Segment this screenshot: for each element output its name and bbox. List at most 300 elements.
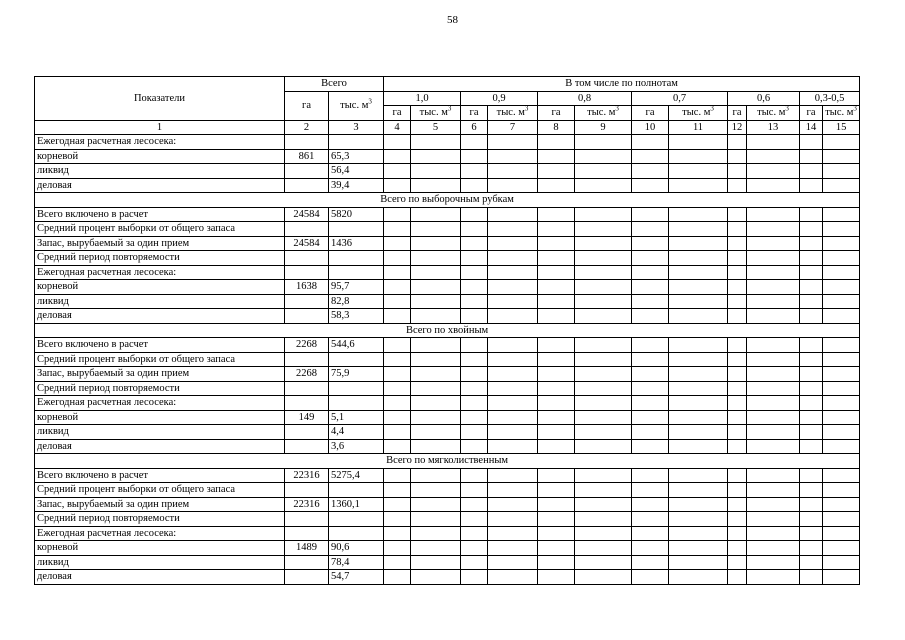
empty-cell <box>728 280 747 295</box>
empty-cell <box>800 294 823 309</box>
empty-cell <box>488 410 538 425</box>
empty-cell <box>747 526 800 541</box>
empty-cell <box>384 439 411 454</box>
empty-cell <box>411 338 461 353</box>
row-label: Ежегодная расчетная лесосека: <box>35 396 285 411</box>
empty-cell <box>538 280 575 295</box>
empty-cell <box>461 149 488 164</box>
table-row <box>35 512 860 527</box>
empty-cell <box>488 207 538 222</box>
empty-cell <box>800 468 823 483</box>
row-total-ha: 1638 <box>285 280 329 295</box>
empty-cell <box>488 381 538 396</box>
empty-cell <box>728 483 747 498</box>
row-label: деловая <box>35 309 285 324</box>
empty-cell <box>800 439 823 454</box>
row-total-ha: 24584 <box>285 207 329 222</box>
empty-cell <box>632 352 669 367</box>
density-header: 0,3-0,5 <box>800 91 860 106</box>
empty-cell <box>384 338 411 353</box>
empty-cell <box>384 425 411 440</box>
row-label: Средний период повторяемости <box>35 381 285 396</box>
empty-cell <box>411 555 461 570</box>
empty-cell <box>384 526 411 541</box>
column-number: 8 <box>538 120 575 135</box>
empty-cell <box>800 570 823 585</box>
total-m3-header: тыс. $м^3$ <box>329 91 384 120</box>
empty-cell <box>538 265 575 280</box>
empty-cell <box>384 410 411 425</box>
empty-cell <box>575 526 632 541</box>
empty-cell <box>488 367 538 382</box>
empty-cell <box>538 164 575 179</box>
row-total-ha <box>285 352 329 367</box>
empty-cell <box>575 265 632 280</box>
column-number: 7 <box>488 120 538 135</box>
m3-header: тыс. $м^3$ <box>488 106 538 121</box>
row-label: Средний процент выборки от общего запаса <box>35 222 285 237</box>
row-total-ha <box>285 425 329 440</box>
empty-cell <box>669 251 728 266</box>
including-header: В том числе по полнотам <box>384 77 860 92</box>
empty-cell <box>747 149 800 164</box>
empty-cell <box>632 468 669 483</box>
empty-cell <box>728 381 747 396</box>
row-total-m3: 1436 <box>329 236 384 251</box>
column-number: 12 <box>728 120 747 135</box>
empty-cell <box>669 367 728 382</box>
ha-header: га <box>800 106 823 121</box>
empty-cell <box>538 309 575 324</box>
table-row <box>35 338 860 353</box>
section-row <box>35 193 860 208</box>
empty-cell <box>538 439 575 454</box>
empty-cell <box>384 135 411 150</box>
page-number: 58 <box>447 14 458 26</box>
empty-cell <box>728 555 747 570</box>
empty-cell <box>728 526 747 541</box>
table-row <box>35 207 860 222</box>
empty-cell <box>800 309 823 324</box>
empty-cell <box>747 164 800 179</box>
row-total-m3 <box>329 526 384 541</box>
row-total-ha <box>285 135 329 150</box>
empty-cell <box>411 207 461 222</box>
row-total-ha: 24584 <box>285 236 329 251</box>
empty-cell <box>669 483 728 498</box>
empty-cell <box>800 367 823 382</box>
empty-cell <box>669 352 728 367</box>
row-total-ha <box>285 396 329 411</box>
empty-cell <box>488 439 538 454</box>
empty-cell <box>800 381 823 396</box>
table-row <box>35 526 860 541</box>
empty-cell <box>800 207 823 222</box>
empty-cell <box>461 294 488 309</box>
row-total-m3 <box>329 251 384 266</box>
empty-cell <box>728 265 747 280</box>
row-total-m3 <box>329 352 384 367</box>
column-number: 15 <box>823 120 860 135</box>
column-number: 13 <box>747 120 800 135</box>
empty-cell <box>488 265 538 280</box>
table-row <box>35 396 860 411</box>
empty-cell <box>800 251 823 266</box>
table-row <box>35 265 860 280</box>
empty-cell <box>669 425 728 440</box>
empty-cell <box>747 512 800 527</box>
empty-cell <box>823 497 860 512</box>
empty-cell <box>632 338 669 353</box>
m3-header: тыс. $м^3$ <box>575 106 632 121</box>
row-label: ликвид <box>35 555 285 570</box>
empty-cell <box>747 135 800 150</box>
empty-cell <box>747 381 800 396</box>
density-header: 0,6 <box>728 91 800 106</box>
empty-cell <box>411 178 461 193</box>
empty-cell <box>632 439 669 454</box>
section-row <box>35 454 860 469</box>
row-total-m3: 90,6 <box>329 541 384 556</box>
row-label: корневой <box>35 280 285 295</box>
empty-cell <box>488 396 538 411</box>
empty-cell <box>461 367 488 382</box>
row-label: Средний процент выборки от общего запаса <box>35 352 285 367</box>
empty-cell <box>632 236 669 251</box>
empty-cell <box>800 396 823 411</box>
empty-cell <box>632 164 669 179</box>
empty-cell <box>575 541 632 556</box>
empty-cell <box>669 338 728 353</box>
empty-cell <box>488 164 538 179</box>
empty-cell <box>823 410 860 425</box>
empty-cell <box>488 280 538 295</box>
empty-cell <box>411 425 461 440</box>
empty-cell <box>632 570 669 585</box>
empty-cell <box>823 396 860 411</box>
empty-cell <box>823 251 860 266</box>
empty-cell <box>728 222 747 237</box>
ha-header: га <box>728 106 747 121</box>
empty-cell <box>728 294 747 309</box>
empty-cell <box>538 352 575 367</box>
empty-cell <box>411 468 461 483</box>
empty-cell <box>538 512 575 527</box>
empty-cell <box>461 164 488 179</box>
empty-cell <box>538 135 575 150</box>
row-label: Средний период повторяемости <box>35 251 285 266</box>
empty-cell <box>488 468 538 483</box>
empty-cell <box>461 178 488 193</box>
empty-cell <box>747 410 800 425</box>
density-header: 1,0 <box>384 91 461 106</box>
empty-cell <box>728 207 747 222</box>
empty-cell <box>461 468 488 483</box>
empty-cell <box>800 526 823 541</box>
empty-cell <box>575 309 632 324</box>
density-header: 0,8 <box>538 91 632 106</box>
row-label: деловая <box>35 570 285 585</box>
empty-cell <box>411 483 461 498</box>
empty-cell <box>384 367 411 382</box>
empty-cell <box>575 468 632 483</box>
column-number: 3 <box>329 120 384 135</box>
empty-cell <box>800 338 823 353</box>
empty-cell <box>575 178 632 193</box>
row-label: Ежегодная расчетная лесосека: <box>35 135 285 150</box>
empty-cell <box>411 526 461 541</box>
empty-cell <box>823 439 860 454</box>
row-label: корневой <box>35 541 285 556</box>
empty-cell <box>461 236 488 251</box>
column-number: 9 <box>575 120 632 135</box>
row-total-ha <box>285 512 329 527</box>
empty-cell <box>632 367 669 382</box>
row-total-ha <box>285 164 329 179</box>
empty-cell <box>823 526 860 541</box>
row-label: Запас, вырубаемый за один прием <box>35 236 285 251</box>
row-total-m3: 58,3 <box>329 309 384 324</box>
empty-cell <box>538 222 575 237</box>
empty-cell <box>575 396 632 411</box>
empty-cell <box>461 381 488 396</box>
empty-cell <box>669 178 728 193</box>
empty-cell <box>461 396 488 411</box>
empty-cell <box>632 280 669 295</box>
empty-cell <box>823 178 860 193</box>
column-number: 1 <box>35 120 285 135</box>
empty-cell <box>384 164 411 179</box>
empty-cell <box>728 497 747 512</box>
empty-cell <box>461 570 488 585</box>
empty-cell <box>800 222 823 237</box>
empty-cell <box>538 541 575 556</box>
empty-cell <box>728 367 747 382</box>
empty-cell <box>823 367 860 382</box>
table-row <box>35 497 860 512</box>
empty-cell <box>488 425 538 440</box>
empty-cell <box>669 512 728 527</box>
empty-cell <box>384 468 411 483</box>
row-total-m3: 544,6 <box>329 338 384 353</box>
empty-cell <box>728 396 747 411</box>
empty-cell <box>575 352 632 367</box>
empty-cell <box>823 294 860 309</box>
empty-cell <box>384 178 411 193</box>
ha-header: га <box>384 106 411 121</box>
empty-cell <box>800 410 823 425</box>
empty-cell <box>800 512 823 527</box>
empty-cell <box>669 497 728 512</box>
row-label: Запас, вырубаемый за один прием <box>35 497 285 512</box>
empty-cell <box>411 149 461 164</box>
column-number: 5 <box>411 120 461 135</box>
row-total-m3 <box>329 265 384 280</box>
density-header: 0,9 <box>461 91 538 106</box>
empty-cell <box>800 352 823 367</box>
row-total-m3: 39,4 <box>329 178 384 193</box>
empty-cell <box>461 207 488 222</box>
empty-cell <box>669 294 728 309</box>
column-number: 4 <box>384 120 411 135</box>
empty-cell <box>728 251 747 266</box>
empty-cell <box>728 309 747 324</box>
empty-cell <box>728 164 747 179</box>
empty-cell <box>632 251 669 266</box>
empty-cell <box>669 309 728 324</box>
empty-cell <box>669 396 728 411</box>
empty-cell <box>747 555 800 570</box>
empty-cell <box>411 512 461 527</box>
empty-cell <box>488 526 538 541</box>
empty-cell <box>747 352 800 367</box>
empty-cell <box>538 294 575 309</box>
ha-header: га <box>461 106 488 121</box>
empty-cell <box>669 468 728 483</box>
empty-cell <box>488 236 538 251</box>
empty-cell <box>823 381 860 396</box>
empty-cell <box>632 410 669 425</box>
table-row <box>35 222 860 237</box>
empty-cell <box>461 483 488 498</box>
row-total-m3 <box>329 512 384 527</box>
empty-cell <box>538 410 575 425</box>
empty-cell <box>747 468 800 483</box>
empty-cell <box>488 251 538 266</box>
empty-cell <box>747 439 800 454</box>
empty-cell <box>538 570 575 585</box>
empty-cell <box>411 265 461 280</box>
row-label: Ежегодная расчетная лесосека: <box>35 265 285 280</box>
row-label: ликвид <box>35 294 285 309</box>
row-total-ha <box>285 439 329 454</box>
empty-cell <box>488 570 538 585</box>
m3-header: тыс. $м^3$ <box>823 106 860 121</box>
empty-cell <box>632 294 669 309</box>
table-row <box>35 294 860 309</box>
empty-cell <box>823 309 860 324</box>
m3-header: тыс. $м^3$ <box>747 106 800 121</box>
empty-cell <box>632 135 669 150</box>
table-row <box>35 570 860 585</box>
row-label: деловая <box>35 178 285 193</box>
empty-cell <box>461 338 488 353</box>
empty-cell <box>411 410 461 425</box>
empty-cell <box>461 135 488 150</box>
empty-cell <box>411 497 461 512</box>
empty-cell <box>632 309 669 324</box>
row-label: Средний процент выборки от общего запаса <box>35 483 285 498</box>
row-total-m3 <box>329 381 384 396</box>
row-total-ha <box>285 309 329 324</box>
table-row <box>35 439 860 454</box>
column-number: 2 <box>285 120 329 135</box>
empty-cell <box>823 280 860 295</box>
empty-cell <box>411 541 461 556</box>
empty-cell <box>800 178 823 193</box>
empty-cell <box>384 222 411 237</box>
row-label: Запас, вырубаемый за один прием <box>35 367 285 382</box>
table-row <box>35 236 860 251</box>
table-row <box>35 352 860 367</box>
empty-cell <box>575 135 632 150</box>
empty-cell <box>669 135 728 150</box>
empty-cell <box>488 309 538 324</box>
section-title: Всего по хвойным <box>35 323 860 338</box>
empty-cell <box>669 381 728 396</box>
empty-cell <box>488 178 538 193</box>
empty-cell <box>728 352 747 367</box>
empty-cell <box>669 149 728 164</box>
empty-cell <box>384 381 411 396</box>
empty-cell <box>488 497 538 512</box>
empty-cell <box>728 149 747 164</box>
empty-cell <box>669 541 728 556</box>
empty-cell <box>800 149 823 164</box>
empty-cell <box>538 497 575 512</box>
empty-cell <box>823 425 860 440</box>
empty-cell <box>411 222 461 237</box>
empty-cell <box>632 396 669 411</box>
empty-cell <box>800 541 823 556</box>
empty-cell <box>575 410 632 425</box>
empty-cell <box>411 309 461 324</box>
empty-cell <box>823 468 860 483</box>
empty-cell <box>669 570 728 585</box>
empty-cell <box>669 280 728 295</box>
empty-cell <box>823 236 860 251</box>
empty-cell <box>823 149 860 164</box>
m3-header: тыс. $м^3$ <box>411 106 461 121</box>
empty-cell <box>632 483 669 498</box>
table-row <box>35 541 860 556</box>
table-body <box>35 135 860 585</box>
table-row <box>35 280 860 295</box>
empty-cell <box>632 555 669 570</box>
empty-cell <box>384 265 411 280</box>
empty-cell <box>632 149 669 164</box>
empty-cell <box>384 352 411 367</box>
row-total-m3 <box>329 396 384 411</box>
row-total-ha <box>285 570 329 585</box>
empty-cell <box>384 483 411 498</box>
empty-cell <box>411 570 461 585</box>
empty-cell <box>411 294 461 309</box>
table-row <box>35 367 860 382</box>
empty-cell <box>538 381 575 396</box>
empty-cell <box>384 280 411 295</box>
empty-cell <box>488 338 538 353</box>
section-title: Всего по мягколиственным <box>35 454 860 469</box>
empty-cell <box>800 555 823 570</box>
empty-cell <box>632 425 669 440</box>
empty-cell <box>461 526 488 541</box>
m3-header: тыс. $м^3$ <box>669 106 728 121</box>
row-total-m3: 5820 <box>329 207 384 222</box>
column-number: 14 <box>800 120 823 135</box>
empty-cell <box>538 555 575 570</box>
empty-cell <box>823 135 860 150</box>
empty-cell <box>461 541 488 556</box>
empty-cell <box>823 265 860 280</box>
empty-cell <box>488 149 538 164</box>
empty-cell <box>669 526 728 541</box>
table-row <box>35 381 860 396</box>
empty-cell <box>384 149 411 164</box>
empty-cell <box>461 265 488 280</box>
row-total-ha: 1489 <box>285 541 329 556</box>
empty-cell <box>747 207 800 222</box>
